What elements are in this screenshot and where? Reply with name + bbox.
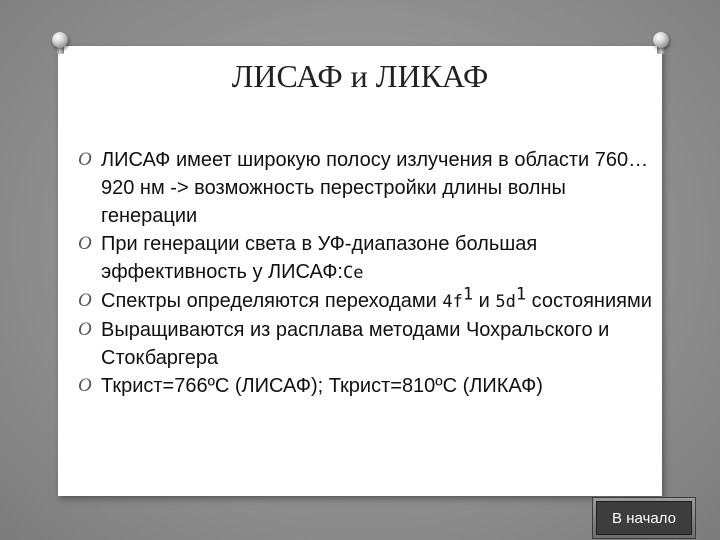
bullet-item <box>78 230 653 287</box>
bullet-text: ЛИСАФ имеет широкую полосу излучения в области 760…920 нм -> возможность перестройки длины волны генерации <box>101 149 649 227</box>
bullet-item <box>78 316 653 372</box>
bullet-marker-icon: O <box>78 233 92 254</box>
bullet-marker-icon: O <box>78 149 92 170</box>
bullet-text-mono: Ce <box>342 263 364 283</box>
bullet-text: Выращиваются из расплава методами Чохральского и Стокбаргера <box>101 319 610 369</box>
orbital-superscript: 1 <box>515 284 527 305</box>
bullet-marker-icon: O <box>78 319 92 340</box>
bullet-text: Ткрист=766ºC (ЛИСАФ); Ткрист=810ºC (ЛИКАФ) <box>101 375 543 397</box>
bullet-text: При генерации света в УФ-диапазоне большая эффективность у ЛИСАФ: <box>101 233 538 283</box>
bullet-list <box>78 146 653 400</box>
pushpin-icon-left <box>52 32 68 54</box>
bullet-marker-icon: O <box>78 375 92 396</box>
bullet-item <box>78 284 653 316</box>
bullet-item <box>78 372 653 400</box>
orbital-superscript: 1 <box>462 284 474 305</box>
pushpin-icon-right <box>653 32 669 54</box>
bullet-text: Спектры определяются переходами <box>101 290 443 312</box>
home-button[interactable] <box>592 497 696 539</box>
bullet-marker-icon: O <box>78 290 92 311</box>
bullet-item <box>78 146 653 230</box>
home-button-label: В начало <box>596 501 692 535</box>
bullet-text: и <box>473 290 496 312</box>
bullet-text: состояниями <box>526 290 652 312</box>
orbital-label: 5d <box>495 292 516 312</box>
slide-title: ЛИСАФ и ЛИКАФ <box>231 58 489 94</box>
orbital-label: 4f <box>442 292 463 312</box>
